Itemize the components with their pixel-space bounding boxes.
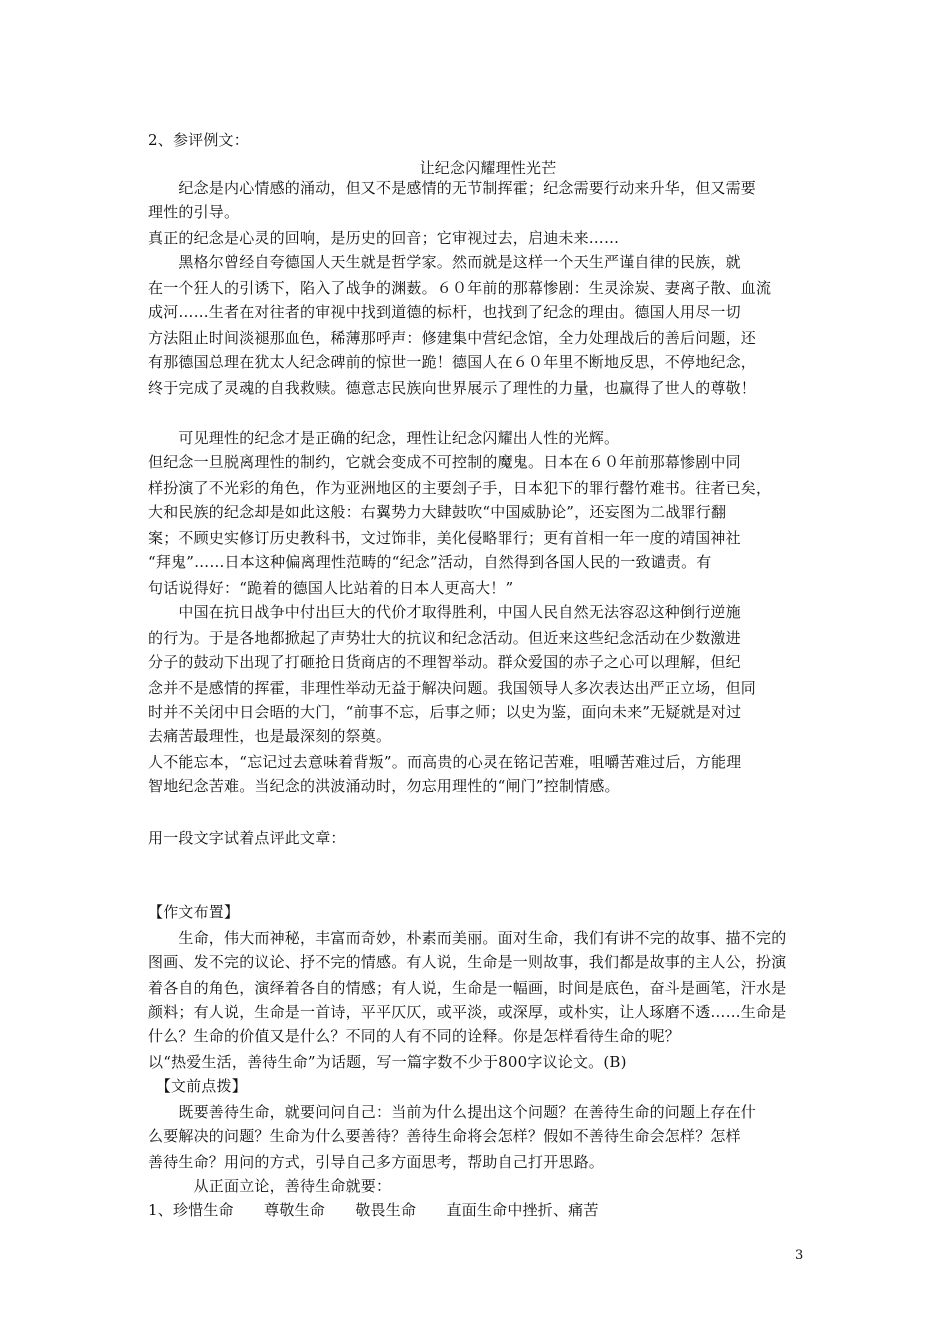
paragraph-line: 但纪念一旦脱离理性的制约，它就会变成不可控制的魔鬼。日本在６０年前那幕惨剧中同	[148, 453, 741, 471]
paragraph-line: 以“热爱生活，善待生命”为话题，写一篇字数不少于800字议论文。(B)	[148, 1053, 627, 1071]
paragraph-line: 时并不关闭中日会晤的大门，“前事不忘，后事之师；以史为鉴，面向未来”无疑就是对过	[148, 703, 742, 721]
paragraph-line: 颜料；有人说，生命是一首诗，平平仄仄，或平淡，或深厚，或朴实，让人琢磨不透……生命是	[148, 1003, 787, 1021]
paragraph-line: 智地纪念苦难。当纪念的洪波涌动时，勿忘用理性的“闸门”控制情感。	[148, 777, 620, 795]
paragraph-line: 着各自的角色，演绎着各自的情感；有人说，生命是一幅画，时间是底色，奋斗是画笔，汗水是	[148, 979, 787, 997]
section-heading: 【文前点拨】	[148, 1077, 247, 1095]
paragraph-line: 在一个狂人的引诱下，陷入了战争的渊薮。６０年前的那幕惨剧：生灵涂炭、妻离子散、血流	[148, 279, 772, 297]
paragraph-line: 方法阻止时间淡褪那血色，稀薄那呼声：修建集中营纪念馆，全力处理战后的善后问题，还	[148, 329, 757, 347]
paragraph-line: 终于完成了灵魂的自我救赎。德意志民族向世界展示了理性的力量，也赢得了世人的尊敬！	[148, 379, 757, 397]
paragraph-line: 可见理性的纪念才是正确的纪念，理性让纪念闪耀出人性的光辉。	[148, 429, 620, 447]
section-heading: 2、参评例文：	[148, 131, 249, 149]
essay-title: 让纪念闪耀理性光芒	[419, 159, 557, 177]
paragraph-line: 案；不顾史实修订历史教科书，文过饰非，美化侵略罪行；更有首相一年一度的靖国神社	[148, 529, 741, 547]
paragraph-line: 纪念是内心情感的涌动，但又不是感情的无节制挥霍；纪念需要行动来升华，但又需要	[148, 179, 757, 197]
paragraph-line: 的行为。于是各地都掀起了声势壮大的抗议和纪念活动。但近来这些纪念活动在少数激进	[148, 629, 741, 647]
paragraph-line: 真正的纪念是心灵的回响，是历史的回音；它审视过去，启迪未来……	[148, 229, 620, 247]
paragraph-line: 理性的引导。	[148, 203, 240, 221]
paragraph-line: “拜鬼”……日本这种偏离理性范畴的“纪念”活动，自然得到各国人民的一致谴责。有	[148, 553, 712, 571]
paragraph-line: 去痛苦最理性，也是最深刻的祭奠。	[148, 727, 392, 745]
paragraph-line: 1、珍惜生命 尊敬生命 敬畏生命 直面生命中挫折、痛苦	[148, 1201, 599, 1219]
prompt-line: 用一段文字试着点评此文章：	[148, 829, 346, 847]
paragraph-line: 样扮演了不光彩的角色，作为亚洲地区的主要刽子手，日本犯下的罪行罄竹难书。往者已矣，	[148, 479, 772, 497]
paragraph-line: 善待生命？用问的方式，引导自己多方面思考，帮助自己打开思路。	[148, 1153, 605, 1171]
paragraph-line: 念并不是感情的挥霍，非理性举动无益于解决问题。我国领导人多次表达出严正立场，但同	[148, 679, 757, 697]
paragraph-line: 分子的鼓动下出现了打砸抢日货商店的不理智举动。群众爱国的赤子之心可以理解，但纪	[148, 653, 741, 671]
paragraph-line: 既要善待生命，就要问问自己：当前为什么提出这个问题？在善待生命的问题上存在什	[148, 1103, 757, 1121]
paragraph-line: 生命，伟大而神秘，丰富而奇妙，朴素而美丽。面对生命，我们有讲不完的故事、描不完的	[148, 929, 787, 947]
paragraph-line: 大和民族的纪念却是如此这般：右翼势力大肆鼓吹“中国威胁论”，还妄图为二战罪行翻	[148, 503, 727, 521]
paragraph-line: 人不能忘本，“忘记过去意味着背叛”。而高贵的心灵在铭记苦难，咀嚼苦难过后，方能理	[148, 753, 742, 771]
paragraph-line: 有那德国总理在犹太人纪念碑前的惊世一跪！德国人在６０年里不断地反思，不停地纪念，	[148, 353, 757, 371]
paragraph-line: 黑格尔曾经自夸德国人天生就是哲学家。然而就是这样一个天生严谨自律的民族，就	[148, 253, 741, 271]
paragraph-line: 成河……生者在对往者的审视中找到道德的标杆，也找到了纪念的理由。德国人用尽一切	[148, 303, 741, 321]
paragraph-line: 中国在抗日战争中付出巨大的代价才取得胜利，中国人民自然无法容忍这种倒行逆施	[148, 603, 741, 621]
paragraph-line: 图画、发不完的议论、抒不完的情感。有人说，生命是一则故事，我们都是故事的主人公，扮演	[148, 953, 787, 971]
paragraph-line: 从正面立论，善待生命就要：	[148, 1177, 392, 1195]
paragraph-line: 句话说得好：“跪着的德国人比站着的日本人更高大！”	[148, 579, 514, 597]
paragraph-line: 么要解决的问题？生命为什么要善待？善待生命将会怎样？假如不善待生命会怎样？怎样	[148, 1127, 741, 1145]
section-heading: 【作文布置】	[148, 903, 240, 921]
paragraph-line: 什么？生命的价值又是什么？不同的人有不同的诠释。你是怎样看待生命的呢？	[148, 1027, 681, 1045]
page-number: 3	[795, 1248, 804, 1263]
